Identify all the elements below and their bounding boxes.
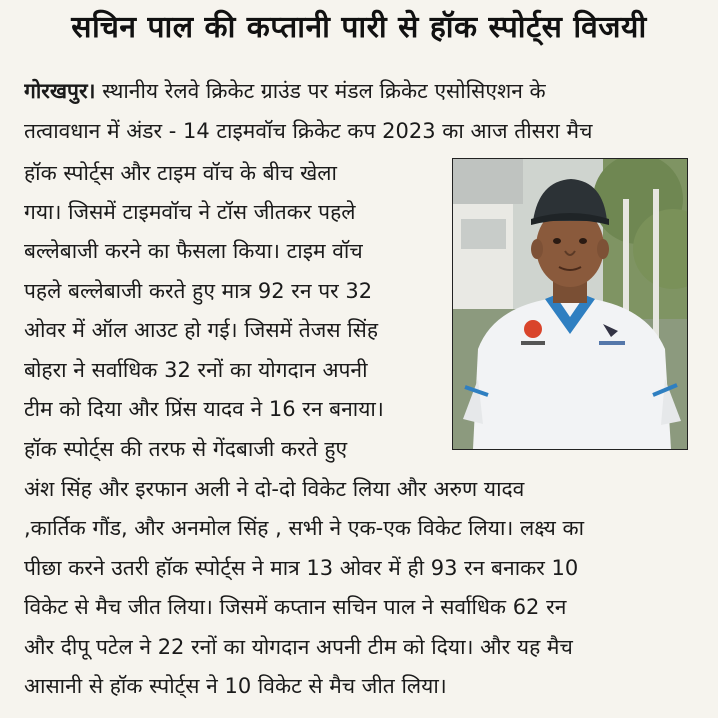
article-line: हॉक स्पोर्ट्स की तरफ से गेंदबाजी करते हुए: [24, 437, 348, 461]
article-line: हॉक स्पोर्ट्स और टाइम वॉच के बीच खेला: [24, 161, 337, 185]
article-line: ,कार्तिक गौंड, और अनमोल सिंह , सभी ने एक-एक विकेट लिया। लक्ष्य का: [24, 516, 585, 540]
article-line: गया। जिसमें टाइमवॉच ने टॉस जीतकर पहले: [24, 200, 356, 224]
article-line: और दीपू पटेल ने 22 रनों का योगदान अपनी टीम को दिया। और यह मैच: [24, 635, 573, 659]
dateline: गोरखपुर।: [24, 79, 96, 103]
article-line: बोहरा ने सर्वाधिक 32 रनों का योगदान अपनी: [24, 358, 368, 382]
article-line: बल्लेबाजी करने का फैसला किया। टाइम वॉच: [24, 239, 363, 263]
article-line: पहले बल्लेबाजी करते हुए मात्र 92 रन पर 32: [24, 279, 373, 303]
article-line: टीम को दिया और प्रिंस यादव ने 16 रन बनाया।: [24, 397, 384, 421]
article-line: [24, 72, 698, 110]
player-photo-illustration: [453, 159, 687, 449]
article-line: आसानी से हॉक स्पोर्ट्स ने 10 विकेट से मैच जीत लिया।: [24, 674, 447, 698]
article-line: पीछा करने उतरी हॉक स्पोर्ट्स ने मात्र 13 ओवर में ही 93 रन बनाकर 10: [24, 556, 579, 580]
article-line: अंश सिंह और इरफान अली ने दो-दो विकेट लिया और अरुण यादव: [24, 477, 525, 501]
player-photo: [452, 158, 688, 450]
article-line: विकेट से मैच जीत लिया। जिसमें कप्तान सचिन पाल ने सर्वाधिक 62 रन: [24, 595, 567, 619]
headline: सचिन पाल की कप्तानी पारी से हॉक स्पोर्ट्स विजयी: [71, 9, 647, 45]
article-line: ओवर में ऑल आउट हो गई। जिसमें तेजस सिंह: [24, 318, 378, 342]
article-line: तत्वावधान में अंडर - 14 टाइमवॉच क्रिकेट कप 2023 का आज तीसरा मैच: [24, 119, 593, 143]
article-line-text: स्थानीय रेलवे क्रिकेट ग्राउंड पर मंडल क्रिकेट एसोसिएशन के: [102, 79, 546, 103]
bottom-edge: [0, 708, 718, 718]
